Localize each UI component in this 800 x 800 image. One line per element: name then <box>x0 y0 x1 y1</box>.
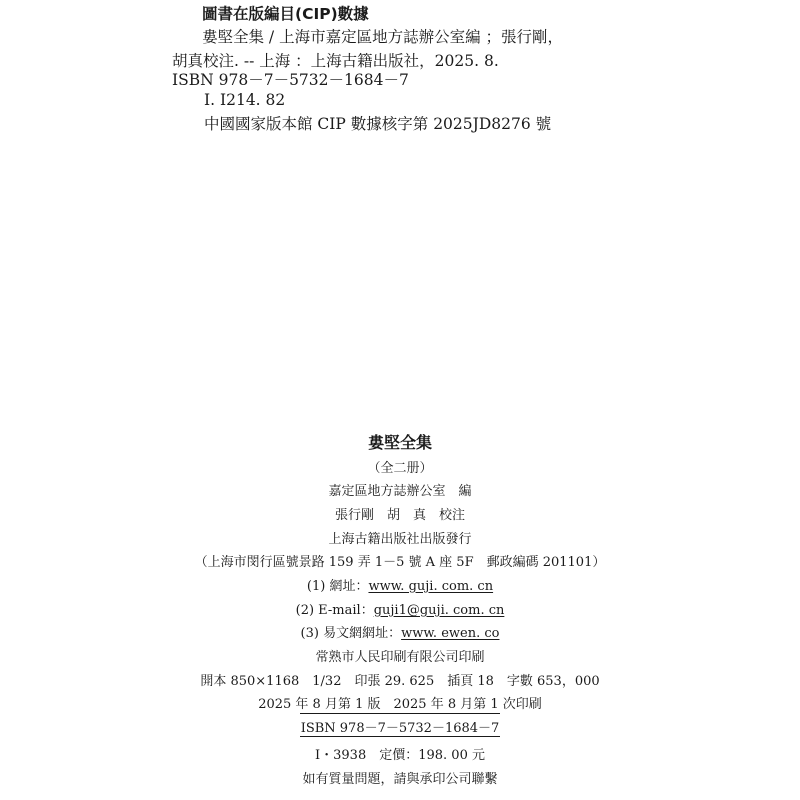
cip-heading: 圖書在版編目(CIP)數據 <box>202 5 369 23</box>
cip-line-publication: 胡真校注. -- 上海 ：上海古籍出版社，2025. 8. <box>172 52 499 70</box>
isbn: ISBN 978－7－5732－1684－7 <box>300 721 500 736</box>
cip-line-record-number: 中國國家版本館 CIP 數據核字第 2025JD8276 號 <box>204 115 552 133</box>
volume-count: （全二册） <box>367 461 433 476</box>
cip-line-title: 婁堅全集 / 上海市嘉定區地方誌辦公室編 ；張行剛， <box>202 28 564 46</box>
publisher: 上海古籍出版社出版發行 <box>328 532 472 547</box>
printer: 常熟市人民印刷有限公司印刷 <box>315 650 485 665</box>
price: I・3938 定價：198. 00 元 <box>315 748 485 763</box>
email-link[interactable]: guji1@guji. com. cn <box>373 603 505 618</box>
cip-line-classification: Ⅰ. I214. 82 <box>204 91 286 109</box>
email-label: (2) E-mail： <box>295 603 374 618</box>
book-title: 婁堅全集 <box>367 433 432 452</box>
ewen-label: (3) 易文網網址： <box>300 626 402 641</box>
website-line <box>0 575 800 594</box>
ewen-link[interactable]: www. ewen. co <box>401 626 500 641</box>
edition-info: 2025 年 8 月第 1 版 2025 年 8 月第 1 次印刷 <box>258 697 542 712</box>
annotators: 張行剛 胡 真 校注 <box>334 508 465 523</box>
publisher-address: （上海市閔行區號景路 159 弄 1－5 號 A 座 5F 郵政編碼 201101） <box>194 555 606 570</box>
format-specs: 開本 850×1168 1/32 印張 29. 625 插頁 18 字數 653，000 <box>200 674 600 689</box>
isbn-rule-top <box>300 713 500 714</box>
website-label: (1) 網址： <box>306 579 369 594</box>
compiler: 嘉定區地方誌辦公室 編 <box>328 484 472 499</box>
isbn-rule-bottom <box>300 736 500 737</box>
email-line <box>0 599 800 618</box>
website-link[interactable]: www. guji. com. cn <box>368 579 494 594</box>
cip-line-isbn: ISBN 978－7－5732－1684－7 <box>172 71 409 89</box>
ewen-line <box>0 622 800 641</box>
quality-notice: 如有質量問題，請與承印公司聯繫 <box>302 772 498 787</box>
